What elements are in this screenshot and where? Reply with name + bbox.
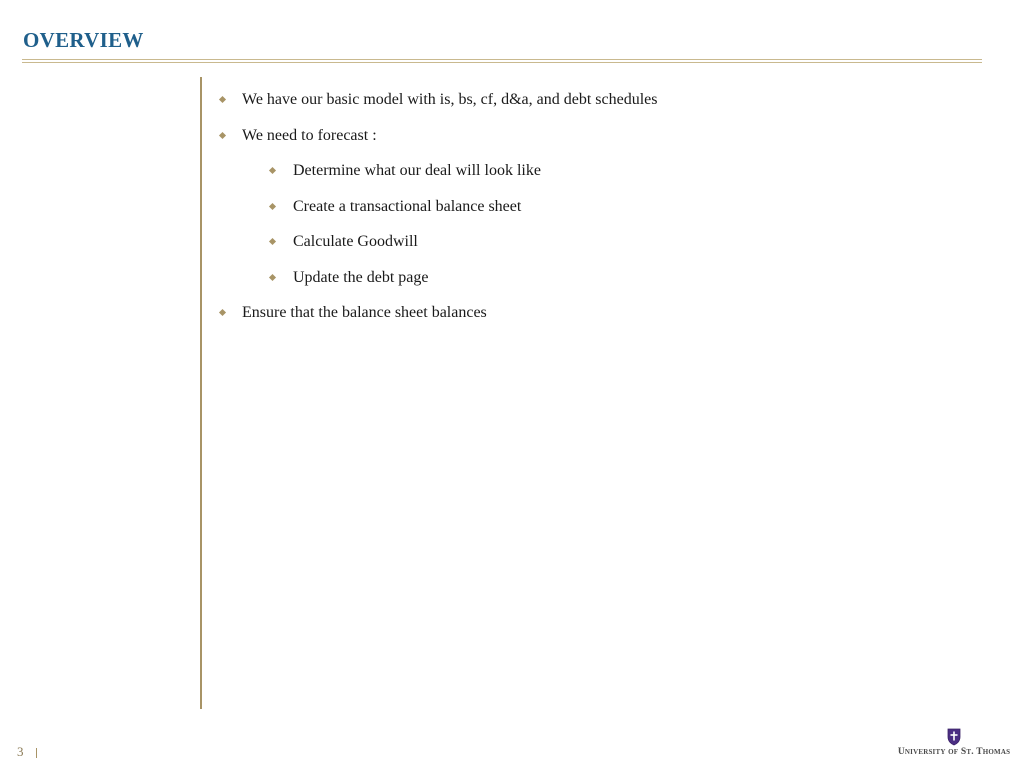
sub-bullet-item xyxy=(218,195,978,231)
logo-wordmark: University of St. Thomas xyxy=(897,747,1011,757)
slide-title: OVERVIEW xyxy=(23,28,144,52)
bullet-text: We need to forecast : xyxy=(242,126,377,144)
bullet-list xyxy=(218,88,978,337)
bullet-text: Ensure that the balance sheet balances xyxy=(242,304,487,321)
bullet-item xyxy=(218,301,978,337)
title-divider xyxy=(22,59,982,63)
sub-bullet-item xyxy=(218,159,978,195)
shield-crest-icon xyxy=(947,728,961,746)
diamond-bullet-icon xyxy=(269,273,276,280)
sub-bullet-item xyxy=(218,266,978,302)
diamond-bullet-icon xyxy=(269,202,276,209)
sub-bullet-item xyxy=(218,230,978,266)
diamond-bullet-icon xyxy=(269,167,276,174)
bullet-text: Calculate Goodwill xyxy=(293,233,418,250)
university-logo xyxy=(892,728,1016,762)
bullet-text: Update the debt page xyxy=(293,268,429,286)
diamond-bullet-icon xyxy=(219,309,226,316)
diamond-bullet-icon xyxy=(219,96,226,103)
diamond-bullet-icon xyxy=(269,238,276,245)
bullet-item xyxy=(218,88,978,124)
slide-footer xyxy=(17,744,37,760)
vertical-divider xyxy=(200,77,202,709)
diamond-bullet-icon xyxy=(219,131,226,138)
bullet-text: Determine what our deal will look like xyxy=(293,162,541,179)
bullet-text: Create a transactional balance sheet xyxy=(293,197,522,215)
bullet-item xyxy=(218,124,978,160)
page-number: 3 xyxy=(17,744,24,759)
footer-separator xyxy=(36,748,37,758)
bullet-text: We have our basic model with is, bs, cf, d&a, and debt schedules xyxy=(242,91,658,108)
